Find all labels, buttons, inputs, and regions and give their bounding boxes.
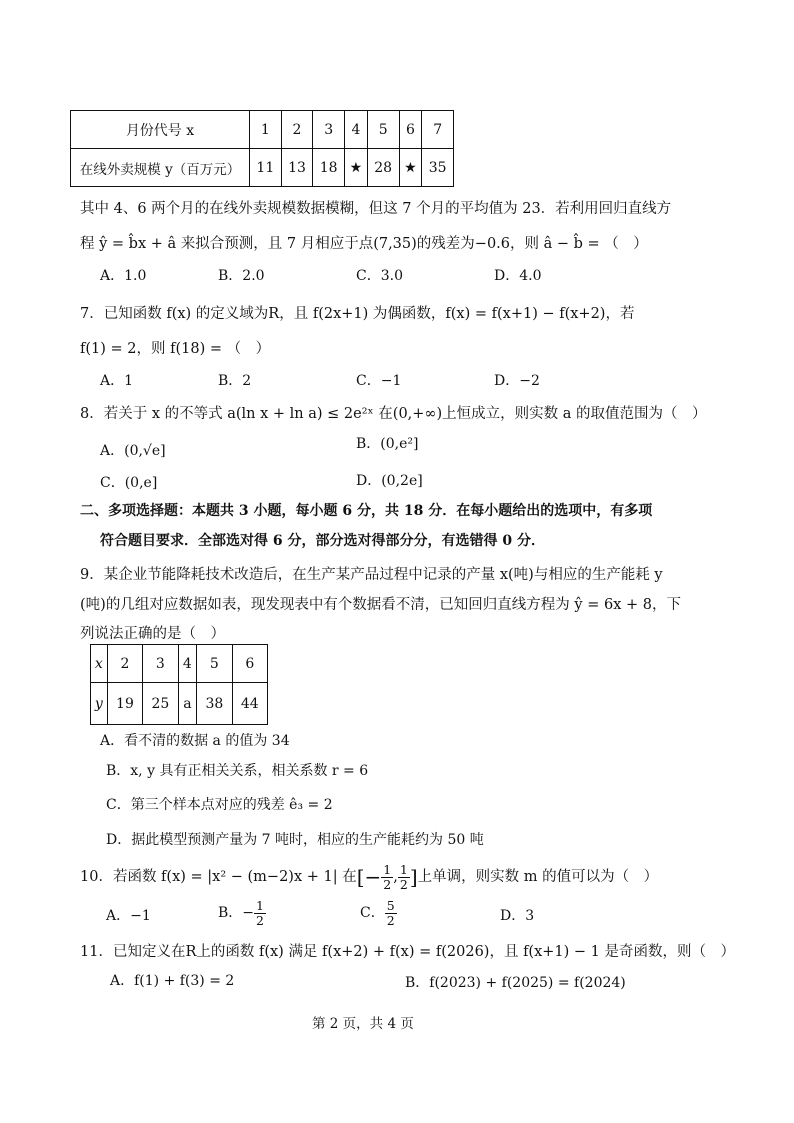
q10-numerator: 1 bbox=[399, 862, 408, 878]
q11-option-a: A．f(1) + f(3) = 2 bbox=[110, 973, 235, 989]
q9-option-c: C．第三个样本点对应的残差 ê₃ = 2 bbox=[106, 797, 333, 813]
q8-option-b: B．(0,e²] bbox=[356, 436, 419, 452]
q7-option-d: D．−2 bbox=[494, 373, 540, 389]
table-cell: 2 bbox=[281, 111, 313, 149]
q10-option-b bbox=[218, 896, 266, 930]
q10-fraction-left bbox=[381, 863, 393, 890]
q7-option-a: A．1 bbox=[100, 373, 134, 389]
q10-denominator: 2 bbox=[383, 876, 392, 892]
table-cell: 44 bbox=[232, 683, 267, 725]
q6-option-c: C．3.0 bbox=[356, 268, 403, 284]
section2-line1: 二、多项选择题：本题共 3 小题，每小题 6 分，共 18 分．在每小题给出的选项中，有多项 bbox=[80, 503, 653, 519]
table-cell: 28 bbox=[367, 149, 399, 187]
q7-option-b: B．2 bbox=[218, 373, 252, 389]
table-cell: 25 bbox=[143, 683, 178, 725]
table-cell: 2 bbox=[107, 645, 142, 683]
q10-comma: , bbox=[393, 869, 398, 885]
q10-option-c bbox=[360, 896, 397, 930]
table-cell: 13 bbox=[281, 149, 313, 187]
table-cell: 19 bbox=[107, 683, 142, 725]
q10-option-b-label: B．− bbox=[218, 905, 255, 921]
table-cell: 38 bbox=[197, 683, 232, 725]
q8-option-a: A．(0,√e] bbox=[100, 443, 166, 459]
q8-option-c: C．(0,e] bbox=[100, 475, 158, 491]
q10-numerator: 5 bbox=[386, 898, 395, 914]
table-cell: 6 bbox=[399, 111, 422, 149]
table-cell: 5 bbox=[197, 645, 232, 683]
q6-line2: 程 ŷ = b̂x + â 来拟合预测，且 7 月相应于点(7,35)的残差为−0.6，则 â − b̂ = （ ） bbox=[80, 236, 648, 252]
q6-option-a: A．1.0 bbox=[100, 268, 147, 284]
table-cell: 7 bbox=[422, 111, 454, 149]
table-cell: 1 bbox=[250, 111, 282, 149]
table-cell: 3 bbox=[313, 111, 345, 149]
q6-option-d: D．4.0 bbox=[494, 268, 542, 284]
q9-line1: 9．某企业节能降耗技术改造后，在生产某产品过程中记录的产量 x(吨)与相应的生产能耗 y bbox=[80, 567, 663, 583]
q6-line1: 其中 4、6 两个月的在线外卖规模数据模糊，但这 7 个月的平均值为 23．若利用回归直线方 bbox=[80, 201, 672, 217]
table-cell: 11 bbox=[250, 149, 282, 187]
q10-interval-right: ] bbox=[409, 865, 418, 889]
q10-option-d: D．3 bbox=[500, 908, 535, 924]
q7-line2: f(1) = 2，则 f(18) = （ ） bbox=[80, 341, 271, 357]
table-cell: 4 bbox=[345, 111, 368, 149]
q10-option-c-label: C． bbox=[360, 905, 385, 921]
q10-option-c-fraction bbox=[385, 899, 397, 926]
q9-option-d: D．据此模型预测产量为 7 吨时，相应的生产能耗约为 50 吨 bbox=[106, 832, 484, 848]
table-cell: 35 bbox=[422, 149, 454, 187]
q9-line3: 列说法正确的是（ ） bbox=[80, 626, 225, 642]
q6-option-b: B．2.0 bbox=[218, 268, 265, 284]
page-footer: 第 2 页，共 4 页 bbox=[312, 1016, 414, 1032]
q7-option-c: C．−1 bbox=[356, 373, 402, 389]
q9-line2: (吨)的几组对应数据如表，现发现表中有个数据看不清，已知回归直线方程为 ŷ = 6x + 8，下 bbox=[80, 597, 681, 613]
table-cell: ★ bbox=[399, 149, 422, 187]
table-cell: a bbox=[178, 683, 197, 725]
q9-option-a: A．看不清的数据 a 的值为 34 bbox=[100, 733, 290, 749]
table-header-cell: x bbox=[91, 645, 108, 683]
q10-prefix: 10．若函数 f(x) = |x² − (m−2)x + 1| 在 bbox=[80, 869, 357, 885]
table-header-cell: 月份代号 x bbox=[71, 111, 250, 149]
q9-data-table bbox=[90, 644, 268, 725]
q10-option-b-fraction bbox=[254, 899, 266, 926]
q11-line1: 11．已知定义在R上的函数 f(x) 满足 f(x+2) + f(x) = f(2026)，且 f(x+1) − 1 是奇函数，则（ ） bbox=[80, 944, 736, 960]
section2-line2: 符合题目要求．全部选对得 6 分，部分选对得部分分，有选错得 0 分． bbox=[100, 533, 545, 549]
q10-line1 bbox=[80, 860, 658, 894]
q8-line1: 8．若关于 x 的不等式 a(ln x + ln a) ≤ 2e²ˣ 在(0,+∞)上恒成立，则实数 a 的取值范围为（ ） bbox=[80, 406, 707, 422]
month-data-table bbox=[70, 110, 454, 187]
q10-option-a: A．−1 bbox=[106, 908, 151, 924]
q10-denominator: 2 bbox=[256, 912, 264, 928]
q10-fraction-right bbox=[398, 863, 410, 890]
q11-option-b: B．f(2023) + f(2025) = f(2024) bbox=[405, 975, 626, 991]
q10-denominator: 2 bbox=[386, 912, 395, 928]
table-header-cell: y bbox=[91, 683, 108, 725]
q10-interval-left: [− bbox=[356, 865, 382, 889]
q8-option-d: D．(0,2e] bbox=[356, 473, 423, 489]
table-cell: 4 bbox=[178, 645, 197, 683]
q10-denominator: 2 bbox=[399, 876, 408, 892]
table-cell: 5 bbox=[367, 111, 399, 149]
q10-suffix: 上单调，则实数 m 的值可以为（ ） bbox=[417, 869, 659, 885]
q9-option-b: B．x, y 具有正相关关系，相关系数 r = 6 bbox=[106, 763, 369, 779]
table-cell: 18 bbox=[313, 149, 345, 187]
table-header-cell: 在线外卖规模 y（百万元） bbox=[71, 149, 250, 187]
table-cell: ★ bbox=[345, 149, 368, 187]
table-cell: 3 bbox=[143, 645, 178, 683]
table-cell: 6 bbox=[232, 645, 267, 683]
q10-numerator: 1 bbox=[256, 898, 264, 914]
q7-line1: 7．已知函数 f(x) 的定义域为R，且 f(2x+1) 为偶函数，f(x) = f(x+1) − f(x+2)，若 bbox=[80, 306, 635, 322]
q10-numerator: 1 bbox=[383, 862, 392, 878]
